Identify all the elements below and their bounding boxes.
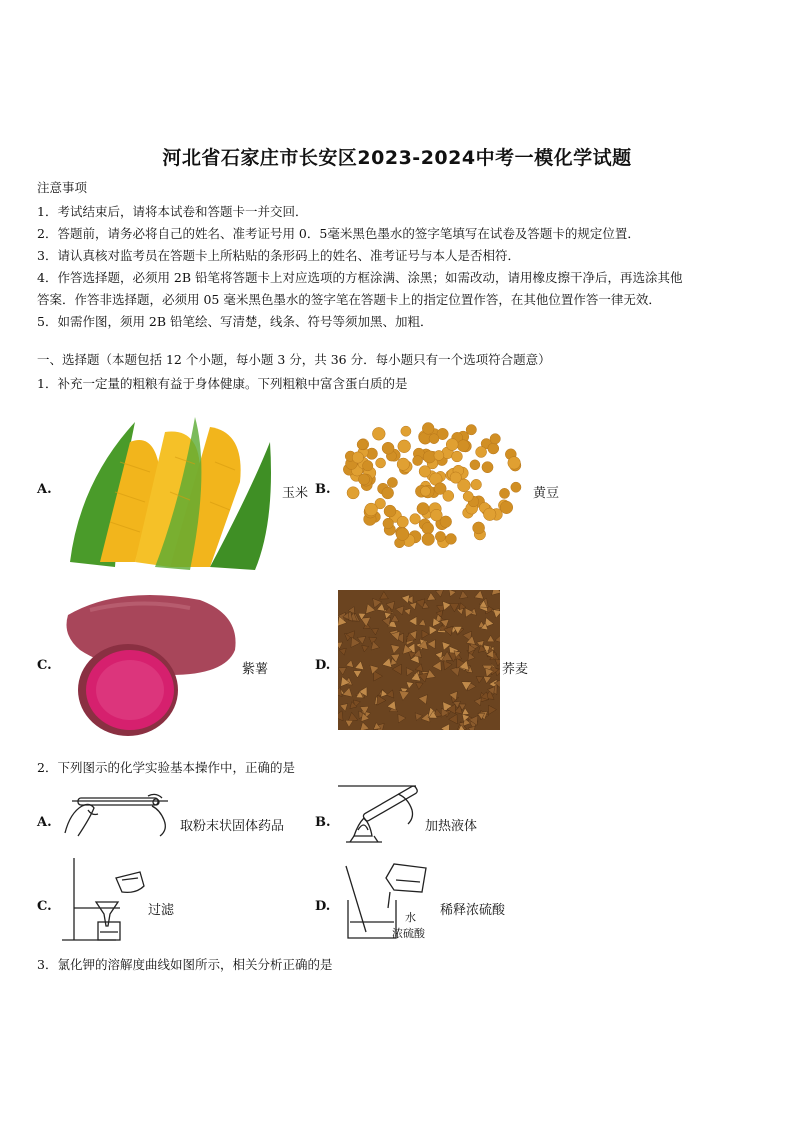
notice-item-3: 3．请认真核对监考员在答题卡上所粘贴的条形码上的姓名、准考证号与本人是否相符．	[37, 248, 520, 263]
section-heading: 一、选择题（本题包括 12 个小题，每小题 3 分，共 36 分．每小题只有一个选项符合题意）	[37, 352, 551, 367]
notice-item-4-cont: 答案．作答非选择题，必须用 05 毫米黑色墨水的签字笔在答题卡上的指定位置作答，在其他位置作答一律无效．	[37, 292, 661, 307]
q2-option-d-label: 稀释浓硫酸	[440, 903, 506, 918]
q2-option-c-letter: C.	[37, 899, 52, 914]
q1-option-d-label: 荞麦	[502, 662, 529, 677]
soybean-image	[338, 410, 533, 560]
q2-option-b-letter: B.	[315, 815, 331, 830]
page-title: 河北省石家庄市长安区2023-2024中考一模化学试题	[162, 147, 632, 169]
q2-option-c-label: 过滤	[148, 903, 175, 918]
buckwheat-image	[338, 590, 500, 730]
heating-liquid-figure	[336, 784, 426, 850]
q2-option-a-label: 取粉末状固体药品	[180, 819, 285, 834]
question-2-stem: 2．下列图示的化学实验基本操作中，正确的是	[37, 760, 295, 775]
notice-item-1: 1．考试结束后，请将本试卷和答题卡一并交回．	[37, 204, 308, 219]
question-3-stem: 3．氯化钾的溶解度曲线如图所示，相关分析正确的是	[37, 957, 333, 972]
water-label: 水	[405, 911, 416, 924]
q1-option-d-letter: D.	[315, 658, 331, 673]
purple-sweet-potato-image	[60, 580, 242, 740]
notice-item-5: 5．如需作图，须用 2B 铅笔绘、写清楚，线条、符号等须加黑、加粗．	[37, 314, 433, 329]
notice-heading: 注意事项	[37, 180, 88, 195]
q1-option-c-letter: C.	[37, 658, 52, 673]
q1-option-b-letter: B.	[315, 482, 331, 497]
q1-option-a-label: 玉米	[282, 486, 309, 501]
q2-option-b-label: 加热液体	[425, 819, 478, 834]
question-1-stem: 1．补充一定量的粗粮有益于身体健康。下列粗粮中富含蛋白质的是	[37, 376, 408, 391]
notice-item-2: 2．答题前，请务必将自己的姓名、准考证号用 0．5毫米黑色墨水的签字笔填写在试卷及答题卡的规定位置．	[37, 226, 640, 241]
concentrated-acid-label: 浓硫酸	[392, 927, 425, 940]
notice-item-4: 4．作答选择题，必须用 2B 铅笔将答题卡上对应选项的方框涂满、涂黑；如需改动，请用橡皮擦干净后，再选涂其他	[37, 270, 683, 285]
q2-option-d-letter: D.	[315, 899, 331, 914]
q1-option-c-label: 紫薯	[242, 662, 269, 677]
powder-sampling-figure	[60, 788, 175, 838]
q1-option-a-letter: A.	[37, 482, 52, 497]
q2-option-a-letter: A.	[37, 815, 52, 830]
corn-image	[60, 402, 282, 572]
q1-option-b-label: 黄豆	[533, 486, 560, 501]
filtration-figure	[60, 856, 150, 944]
